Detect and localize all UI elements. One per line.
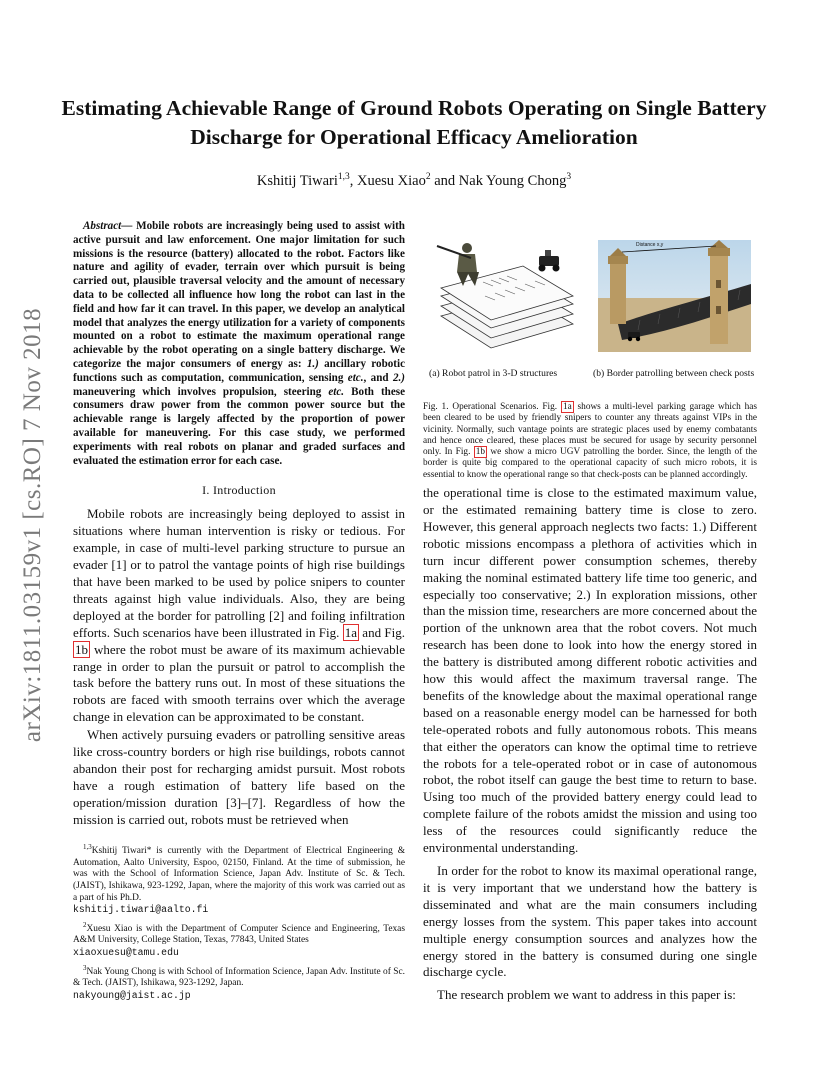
paragraph-text: where the robot must be aware of its maximum achievable range in order to plan the pursuit or patrol to accomplish the task before the battery runs out. In most of these situations the robots are faced with smooth terrains over which the average change in elevation can be approximated to be constant. — [73, 641, 405, 725]
sniper-figure — [437, 243, 479, 286]
footnote — [73, 920, 405, 960]
abstract-dash: — — [121, 220, 137, 232]
footnote-text: Kshitij Tiwari* is currently with the Department of Electrical Engineering & Automation, Aalto University, Espoo, 02150, Finland. At the time of submission, he was with the School of Information Science, Japan Adv. Institute of Sc. & Tech. (JAIST), Ishikawa, 923-1292, Japan, where the majority of this work was carried out as a part of his Ph.D. — [73, 846, 405, 903]
paragraph-text: Mobile robots are increasingly being deployed to assist in situations where human intervention is risky or tedious. For example, in case of multi-level parking structure to pursue an evader [1] or to patrol the vantage points of high rise buildings that have been marked to be used by police snipers to counter threats against high value individuals. Also, they are being deployed at the border for patrolling [2] and foiling infiltration efforts. Such scenarios have been illustrated in Fig. — [73, 506, 405, 640]
body-paragraph: the operational time is close to the estimated maximum value, or the estimated remaining battery time is close to zero. However, this general approach neglects two facts: 1.) Different robotic missions encompass a plethora of activities which in turn incur different power consumption schemes, thereby making the nominal estimated battery life time too generic, and especially too conservative; 2.) In exploration missions, other than the mission time, researchers are more concerned about the portion of the unknown area that the robot covers. Not much research has been done to look into how the energy stored in the battery is distributed among different robotic activities and how this would affect the maximum traversal range. The benefits of the knowledge about the maximal operational range based on a reasonable energy model can be harnessed for both tele-operated robots and fully autonomous robots. This means that either the operators can know the optimal time to retrieve the robots for a tele-operated robot or in case of autonomous robot, the robot itself can gauge the best time to return to base. Using too much of the provided battery energy could lead to complete failure of the robots amidst the mission and using too less of the resources could significantly reduce the environmental understanding. — [423, 485, 757, 856]
abstract-label: Abstract — [83, 220, 122, 232]
subcaption-a: (a) Robot patrol in 3-D structures — [429, 368, 558, 379]
footnote — [73, 963, 405, 1003]
abstract-emphasis: etc. — [347, 371, 364, 384]
right-watchtower — [708, 240, 730, 344]
left-watchtower — [608, 248, 628, 324]
figure-caption — [423, 402, 757, 481]
footnote — [73, 842, 405, 917]
author-separator: and — [430, 172, 459, 189]
footnote-mark: 3 — [83, 963, 87, 972]
figure-ref-link[interactable]: 1b — [75, 641, 88, 657]
right-column — [423, 236, 757, 1004]
section-heading-introduction: I. Introduction — [202, 483, 276, 498]
author-name: Kshitij Tiwari — [256, 172, 338, 189]
paper-title: Estimating Achievable Range of Ground Robots Operating on Single Battery Discharge for Operational Efficacy Amelioration — [61, 96, 767, 149]
robot-figure — [539, 250, 560, 272]
abstract-emphasis: etc. — [328, 385, 345, 398]
abstract — [73, 220, 405, 468]
distance-label: Distance x,y — [636, 242, 664, 248]
author-affiliation-mark: 1,3 — [337, 172, 350, 182]
abstract-text: Mobile robots are increasingly being used to assist with active pursuit and law enforcement. One major limitation for such missions is the resource (battery) allocated to the robot. Factors like nature and agility of evader, terrain over which pursuit is being carried out, plausible traversal velocity and the amount of necessary data to be collected all influence how long the robot can last in the field and how far it can travel. In this paper, we develop an analytical model that analyzes the energy utilization for a variety of components mounted on a robot to estimate the maximum operational range achievable by the robot operating on a single battery discharge. We categorize the major consumers of energy as: — [73, 220, 405, 370]
email-link[interactable]: xiaoxuesu@tamu.edu — [73, 947, 179, 958]
body-paragraph: The research problem we want to address in this paper is: — [437, 987, 736, 1003]
paragraph-text: and Fig. — [358, 624, 405, 640]
footnote-mark: 1,3 — [83, 843, 92, 851]
subcaption-b: (b) Border patrolling between check posts — [593, 368, 755, 379]
abstract-text: ancillary robotic functions such as computation, communication, sensing — [73, 357, 405, 384]
author-line — [60, 172, 768, 190]
figure-ref-link[interactable]: 1b — [475, 447, 486, 458]
abstract-text: maneuvering which involves propulsion, steering — [73, 385, 329, 398]
arxiv-identifier: arXiv:1811.03159v1 [cs.RO] 7 Nov 2018 — [19, 307, 47, 743]
intro-paragraph — [73, 506, 405, 726]
abstract-emphasis: 2.) — [392, 371, 405, 384]
caption-text: shows a multi-level parking garage which has been cleared to be used by friendly snipers to counter any threats against VIPs in the vicinity. Normally, such vantage points are strategic places used by enemy combatants and hence once cleared, these places must be secured for usage by security personnel only. In Fig. — [423, 402, 757, 458]
author-name: Nak Young Chong — [458, 172, 567, 189]
email-link[interactable]: nakyoung@jaist.ac.jp — [73, 989, 191, 1001]
figure-1 — [423, 236, 757, 368]
author-name: Xuesu Xiao — [356, 172, 426, 189]
figure-ref-link[interactable]: 1a — [562, 402, 572, 412]
footnote-mark: 2 — [83, 920, 87, 929]
caption-text: Fig. 1. Operational Scenarios. Fig. — [423, 402, 561, 412]
right-body-text — [423, 485, 757, 1004]
author-affiliation-mark: 2 — [425, 172, 431, 182]
intro-paragraph: When actively pursuing evaders or patrolling sensitive areas like cross-country borders or high rise buildings, robots cannot abandon their post for recharging amidst pursuit. Most robots have a rough estimation of battery life based on the operation/mission duration [3]–[7]. Regardless of how the mission is carried out, robots must be retrieved when — [73, 727, 405, 827]
footnotes — [73, 842, 405, 1006]
body-paragraph: In order for the robot to know its maximal operational range, it is very important that we understand how the battery is disseminated and what are the main consumers including energy losses from the system. This paper takes into account multiple energy consumption sources and analyzes how the energy stored in the battery is consumed during one single discharge cycle. — [423, 863, 757, 980]
arxiv-sidebar-stamp — [18, 290, 48, 760]
footnote-text: Xuesu Xiao is with the Department of Computer Science and Engineering, Texas A&M University, College Station, Texas, 77843, United States — [73, 923, 405, 946]
figure-ref-link[interactable]: 1a — [344, 624, 357, 640]
author-separator: , — [349, 172, 357, 189]
email-link[interactable]: kshitij.tiwari@aalto.fi — [73, 904, 209, 916]
footnote-text: Nak Young Chong is with School of Information Science, Japan Adv. Institute of Sc. & Tech. (JAIST), Ishikawa, 923-1292, Japan. — [73, 966, 405, 989]
left-column — [73, 220, 405, 829]
abstract-text: , and — [363, 371, 393, 384]
abstract-text: Both these consumers draw power from the common power source but the achievable range is largely affected by the proportion of power available for maneuvering. For this case study, we performed experiments with real robots on planar and graded surfaces and evaluated the estimation error for each case. — [73, 385, 405, 467]
caption-text: we show a micro UGV patrolling the border. Since, the length of the border is quite big compared to the operational capacity of such micro robots, it is essential to know the operational range so that check-posts can be planned accordingly. — [423, 447, 757, 480]
border-patrol-photo — [598, 240, 751, 352]
author-affiliation-mark: 3 — [566, 172, 572, 182]
abstract-emphasis: 1.) — [306, 357, 319, 370]
parking-structure-illustration — [423, 236, 583, 354]
figure-subcaptions — [423, 368, 757, 398]
